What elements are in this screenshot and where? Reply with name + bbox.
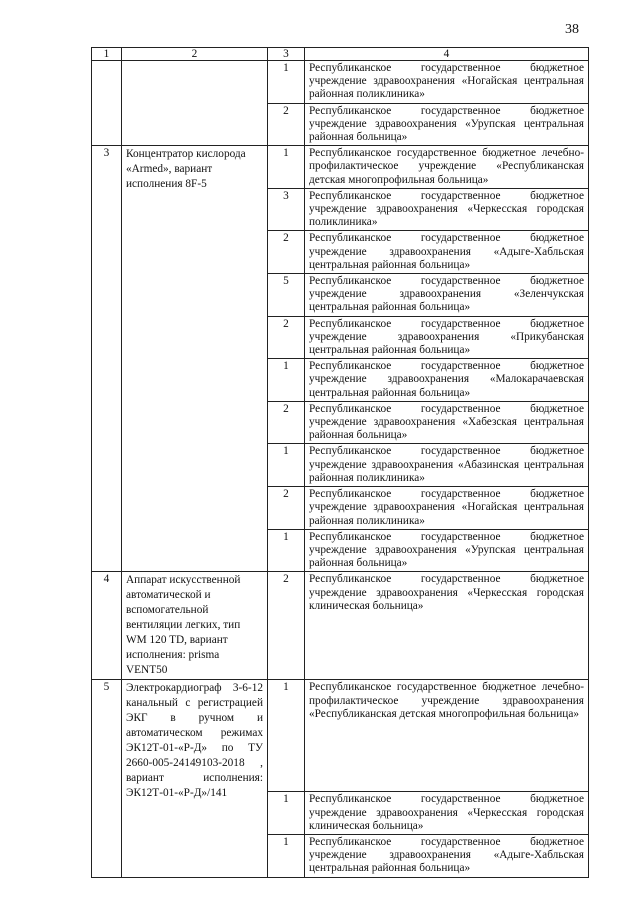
organization-cell: Республиканское государственное бюджетное учреждение здравоохранения «Черкесская городская клиническая больница» [305,792,589,835]
quantity-cell: 1 [268,146,305,189]
quantity-cell: 1 [268,680,305,792]
organization-cell: Республиканское государственное бюджетное учреждение здравоохранения «Адыге-Хабльская центральная районная больница» [305,834,589,877]
organization-cell: Республиканское государственное бюджетное учреждение здравоохранения «Черкесская городская поликлиника» [305,188,589,231]
organization-cell: Республиканское государственное бюджетное учреждение здравоохранения «Малокарачаевская центральная районная больница» [305,359,589,402]
header-cell: 3 [268,48,305,61]
quantity-cell: 2 [268,103,305,146]
page-number: 38 [565,22,579,37]
quantity-cell: 1 [268,792,305,835]
organization-cell: Республиканское государственное бюджетное учреждение здравоохранения «Адыге-Хабльская центральная районная больница» [305,231,589,274]
organization-cell: Республиканское государственное бюджетное учреждение здравоохранения «Урупская центральная районная больница» [305,103,589,146]
item-number: 4 [92,572,122,680]
organization-cell: Республиканское государственное бюджетное учреждение здравоохранения «Ногайская центральная районная поликлиника» [305,61,589,104]
organization-cell: Республиканское государственное бюджетное учреждение здравоохранения «Ногайская центральная районная поликлиника» [305,487,589,530]
item-name [122,61,268,146]
organization-cell: Республиканское государственное бюджетное лечебно-профилактическое учреждение «Республиканская детская многопрофильная больница» [305,146,589,189]
quantity-cell: 2 [268,231,305,274]
quantity-cell: 1 [268,444,305,487]
item-name: Аппарат искусственной автоматической и вспомогательной вентиляции легких, тип WM 120 TD, вариант исполнения: prisma VENT50 [122,572,268,680]
quantity-cell: 1 [268,529,305,572]
organization-cell: Республиканское государственное бюджетное учреждение здравоохранения «Черкесская городская клиническая больница» [305,572,589,680]
organization-cell: Республиканское государственное бюджетное учреждение здравоохранения «Хабезская центральная районная больница» [305,401,589,444]
quantity-cell: 2 [268,572,305,680]
quantity-cell: 3 [268,188,305,231]
item-number: 5 [92,680,122,877]
header-row [92,48,589,61]
header-cell: 4 [305,48,589,61]
organization-cell: Республиканское государственное бюджетное учреждение здравоохранения «Урупская центральная районная больница» [305,529,589,572]
quantity-cell: 2 [268,316,305,359]
table-row [92,146,589,189]
organization-cell: Республиканское государственное бюджетное учреждение здравоохранения «Прикубанская центральная районная больница» [305,316,589,359]
item-number: 3 [92,146,122,572]
quantity-cell: 2 [268,401,305,444]
table-row [92,680,589,792]
distribution-table [91,47,589,878]
item-name: Концентратор кислорода «Armed», вариант исполнения 8F-5 [122,146,268,572]
table-row [92,572,589,680]
organization-cell: Республиканское государственное бюджетное учреждение здравоохранения «Зеленчукская центральная районная больница» [305,274,589,317]
quantity-cell: 1 [268,61,305,104]
quantity-cell: 5 [268,274,305,317]
quantity-cell: 2 [268,487,305,530]
item-name: Электрокардиограф 3-6-12 канальный с регистрацией ЭКГ в ручном и автоматическом режимах ЭК12Т-01-«Р-Д» по ТУ 2660-005-24149103-2018 , вариант исполнения: ЭК12Т-01-«Р-Д»/141 [122,680,268,877]
organization-cell: Республиканское государственное бюджетное учреждение здравоохранения «Абазинская центральная районная поликлиника» [305,444,589,487]
table-row [92,61,589,104]
quantity-cell: 1 [268,359,305,402]
item-number [92,61,122,146]
quantity-cell: 1 [268,834,305,877]
header-cell: 1 [92,48,122,61]
header-cell: 2 [122,48,268,61]
organization-cell: Республиканское государственное бюджетное лечебно-профилактическое учреждение здравоохранения «Республиканская детская многопрофильная больница» [305,680,589,792]
